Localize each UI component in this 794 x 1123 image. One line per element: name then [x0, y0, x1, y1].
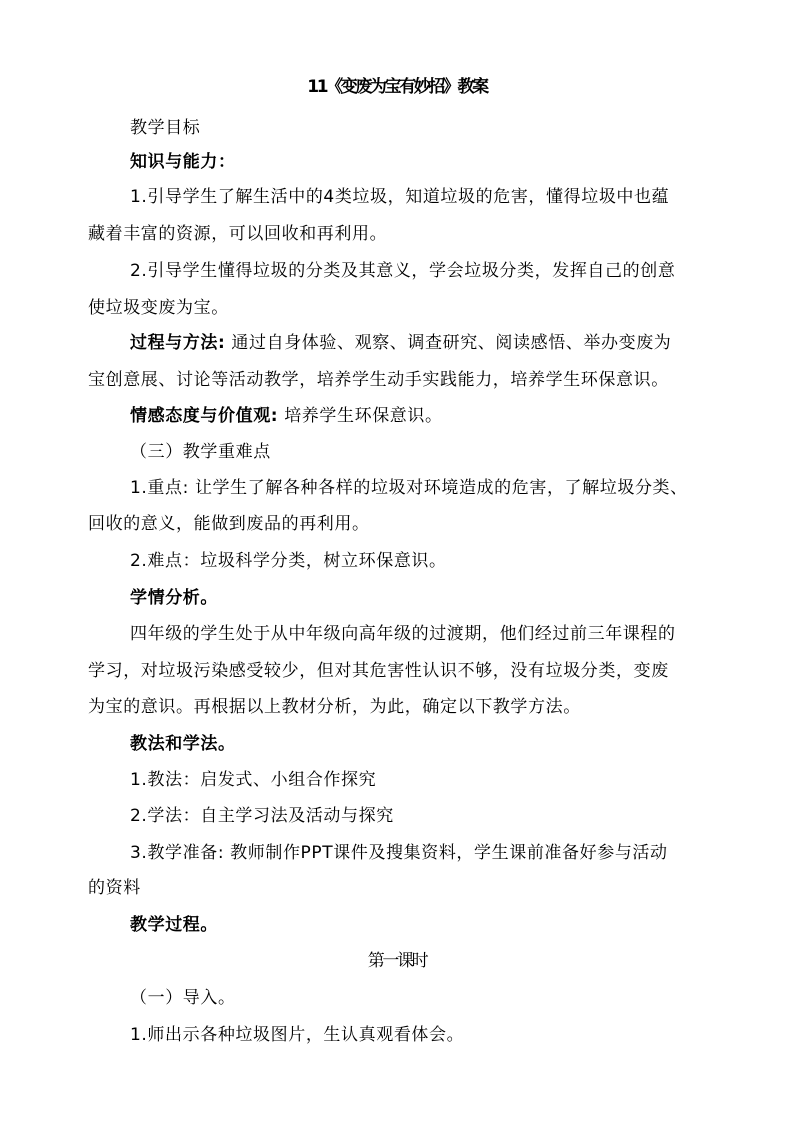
process-text: 通过自身体验、观察、调查研究、阅读感悟、举办变废为 — [225, 333, 672, 353]
procedure-heading: 教学过程。 — [130, 915, 218, 935]
method-1: 1.教法：启发式、小组合作探究 — [130, 770, 377, 790]
intro-heading: （一）导入。 — [130, 988, 236, 1008]
document-title: 11《变废为宝有妙招》教案 — [307, 77, 487, 97]
emotion-text: 培养学生环保意识。 — [278, 406, 443, 426]
key-point-1-line1: 1.重点: 让学生了解各种各样的垃圾对环境造成的危害，了解垃圾分类、 — [130, 478, 688, 498]
knowledge-item-2-line2: 使垃圾变废为宝。 — [88, 298, 229, 318]
knowledge-item-1-line2: 藏着丰富的资源，可以回收和再利用。 — [88, 224, 388, 244]
key-point-1-line2: 回收的意义，能做到废品的再利用。 — [88, 514, 370, 534]
method-3-line1: 3.教学准备: 教师制作PPT课件及搜集资料，学生课前准备好参与活动 — [130, 843, 668, 863]
process-label: 过程与方法: — [130, 333, 226, 353]
lesson-heading: 第一课时 — [367, 951, 427, 971]
objectives-heading: 教学目标 — [130, 118, 201, 138]
emotion-label: 情感态度与价值观: — [130, 406, 279, 426]
key-point-2: 2.难点：垃圾科学分类，树立环保意识。 — [130, 551, 447, 571]
intro-item-1: 1.师出示各种垃圾图片，生认真观看体会。 — [130, 1025, 465, 1045]
knowledge-heading: 知识与能力： — [130, 152, 236, 172]
process-paragraph-line2: 宝创意展、讨论等活动教学，培养学生动手实践能力，培养学生环保意识。 — [88, 370, 669, 390]
method-2: 2.学法：自主学习法及活动与探究 — [130, 806, 394, 826]
methods-heading: 教法和学法。 — [130, 734, 236, 754]
learner-line3: 为宝的意识。再根据以上教材分析，为此，确定以下教学方法。 — [88, 697, 581, 717]
learner-heading: 学情分析。 — [130, 588, 218, 608]
knowledge-item-1-line1: 1.引导学生了解生活中的4类垃圾，知道垃圾的危害，懂得垃圾中也蕴 — [130, 187, 670, 207]
emotion-paragraph — [130, 405, 443, 427]
process-paragraph-line1 — [130, 332, 671, 354]
learner-line2: 学习，对垃圾污染感受较少，但对其危害性认识不够，没有垃圾分类，变废 — [88, 661, 669, 681]
method-3-line2: 的资料 — [88, 878, 141, 898]
learner-line1: 四年级的学生处于从中年级向高年级的过渡期，他们经过前三年课程的 — [130, 624, 676, 644]
knowledge-item-2-line1: 2.引导学生懂得垃圾的分类及其意义，学会垃圾分类，发挥自己的创意 — [130, 261, 676, 281]
key-points-heading: （三）教学重难点 — [130, 442, 271, 462]
